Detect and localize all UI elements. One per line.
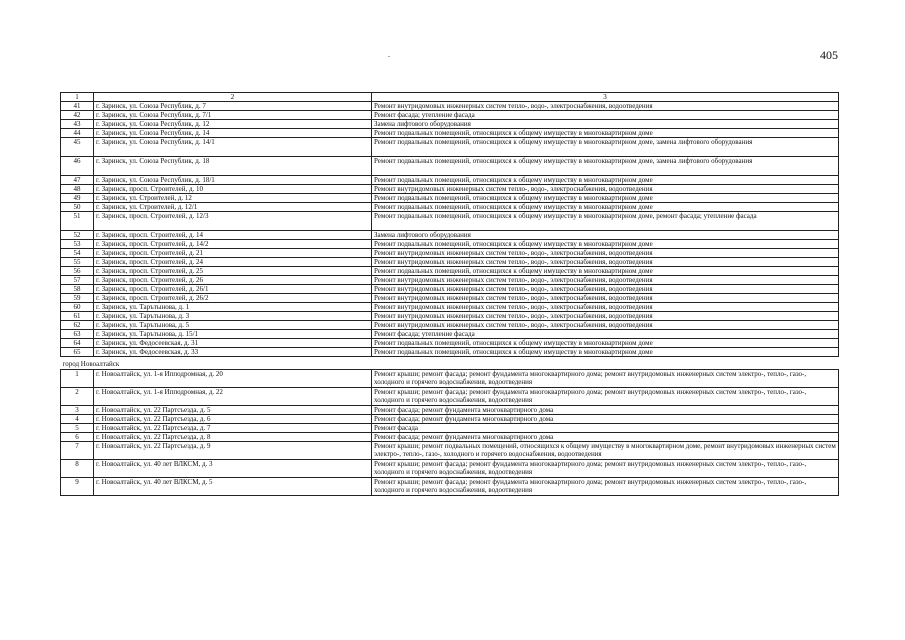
work-type-cell: Ремонт подвальных помещений, относящихся к общему имуществу в многоквартирном доме — [372, 339, 839, 348]
row-number: 8 — [61, 460, 94, 478]
address-cell: г. Новоалтайск, ул. 22 Партсъезда, д. 6 — [94, 415, 372, 424]
address-cell: г. Заринск, ул. Союза Республик, д. 7/1 — [94, 111, 372, 120]
work-type-cell: Ремонт внутридомовых инженерных систем тепло-, водо-, электроснабжения, водоотведения — [372, 102, 839, 111]
row-number: 48 — [61, 185, 94, 194]
address-cell: г. Заринск, ул. Федосеевская, д. 33 — [94, 348, 372, 357]
table-row — [61, 478, 839, 496]
work-type-cell: Ремонт фасада; ремонт фундамента многоквартирного дома — [372, 433, 839, 442]
row-number: 6 — [61, 433, 94, 442]
address-cell: г. Заринск, ул. Тарътынова, д. 5 — [94, 321, 372, 330]
work-type-cell: Ремонт крыши; ремонт фасада; ремонт фундамента многоквартирного дома; ремонт внутридомовых инженерных систем электро-, тепло-, газо-, холодного и горячего водоснабжения, водоотведения — [372, 478, 839, 496]
work-type-cell: Ремонт подвальных помещений, относящихся к общему имуществу в многоквартирном доме, замена лифтового оборудования — [372, 157, 839, 176]
table-row — [61, 312, 839, 321]
row-number: 2 — [61, 388, 94, 406]
table-row — [61, 194, 839, 203]
work-type-cell: Ремонт фасада — [372, 424, 839, 433]
address-cell: г. Заринск, ул. Союза Республик, д. 18 — [94, 157, 372, 176]
work-type-cell: Ремонт внутридомовых инженерных систем тепло-, водо-, электроснабжения, водоотведения — [372, 185, 839, 194]
row-number: 62 — [61, 321, 94, 330]
row-number: 54 — [61, 249, 94, 258]
work-type-cell: Ремонт крыши; ремонт подвальных помещений, относящихся к общему имуществу в многоквартирном доме, ремонт внутридомовых инженерных систем электро-, тепло-, газо-, холодного и горячего водоснабжения, водоотведения — [372, 442, 839, 460]
address-cell: г. Новоалтайск, ул. 22 Партсъезда, д. 7 — [94, 424, 372, 433]
table-row — [61, 176, 839, 185]
address-cell: г. Заринск, просп. Строителей, д. 26 — [94, 276, 372, 285]
table-row — [61, 157, 839, 176]
work-type-cell: Ремонт внутридомовых инженерных систем тепло-, водо-, электроснабжения, водоотведения — [372, 276, 839, 285]
row-number: 3 — [61, 406, 94, 415]
address-cell: г. Заринск, ул. Тарътынова, д. 3 — [94, 312, 372, 321]
row-number: 46 — [61, 157, 94, 176]
address-cell: г. Новоалтайск, ул. 22 Партсъезда, д. 9 — [94, 442, 372, 460]
table-row — [61, 321, 839, 330]
row-number: 65 — [61, 348, 94, 357]
table-row — [61, 276, 839, 285]
table-row — [61, 294, 839, 303]
work-type-cell: Ремонт внутридомовых инженерных систем тепло-, водо-, электроснабжения, водоотведения — [372, 312, 839, 321]
work-type-cell: Ремонт фасада; ремонт фундамента многоквартирного дома — [372, 406, 839, 415]
address-cell: г. Заринск, ул. Союза Республик, д. 14/1 — [94, 138, 372, 157]
work-type-cell: Замена лифтового оборудования — [372, 231, 839, 240]
table-row — [61, 120, 839, 129]
row-number: 50 — [61, 203, 94, 212]
address-cell: г. Заринск, ул. Союза Республик, д. 12 — [94, 120, 372, 129]
work-type-cell: Ремонт подвальных помещений, относящихся к общему имуществу в многоквартирном доме — [372, 240, 839, 249]
row-number: 7 — [61, 442, 94, 460]
table-row — [61, 240, 839, 249]
table-row — [61, 111, 839, 120]
address-cell: г. Заринск, ул. Федосеевская, д. 31 — [94, 339, 372, 348]
address-cell: г. Новоалтайск, ул. 1-я Ипподромная, д. 22 — [94, 388, 372, 406]
address-cell: г. Новоалтайск, ул. 1-я Ипподромная, д. 20 — [94, 370, 372, 388]
address-cell: г. Заринск, просп. Строителей, д. 24 — [94, 258, 372, 267]
stray-dot: . — [388, 50, 390, 59]
table-row — [61, 267, 839, 276]
row-number: 5 — [61, 424, 94, 433]
table-row — [61, 249, 839, 258]
header-cell-2: 2 — [94, 93, 372, 102]
table-row — [61, 388, 839, 406]
address-cell: г. Заринск, просп. Строителей, д. 21 — [94, 249, 372, 258]
header-cell-3: 3 — [372, 93, 839, 102]
work-type-cell: Ремонт подвальных помещений, относящихся к общему имуществу в многоквартирном доме, замена лифтового оборудования — [372, 138, 839, 157]
work-type-cell: Ремонт внутридомовых инженерных систем тепло-, водо-, электроснабжения, водоотведения — [372, 321, 839, 330]
address-cell: г. Заринск, ул. Союза Республик, д. 14 — [94, 129, 372, 138]
work-type-cell: Ремонт внутридомовых инженерных систем тепло-, водо-, электроснабжения, водоотведения — [372, 258, 839, 267]
header-row — [61, 93, 839, 102]
address-cell: г. Заринск, просп. Строителей, д. 26/1 — [94, 285, 372, 294]
table-row — [61, 339, 839, 348]
work-type-cell: Ремонт подвальных помещений, относящихся к общему имуществу в многоквартирном доме, ремонт фасада; утепление фасада — [372, 212, 839, 231]
table-row — [61, 185, 839, 194]
address-cell: г. Заринск, просп. Строителей, д. 12/3 — [94, 212, 372, 231]
address-cell: г. Заринск, ул. Строителей, д. 12/1 — [94, 203, 372, 212]
address-cell: г. Новоалтайск, ул. 40 лет ВЛКСМ, д. 5 — [94, 478, 372, 496]
table-row — [61, 303, 839, 312]
row-number: 55 — [61, 258, 94, 267]
row-number: 1 — [61, 370, 94, 388]
address-cell: г. Заринск, ул. Тарътынова, д. 15/1 — [94, 330, 372, 339]
repair-table — [60, 92, 839, 496]
work-type-cell: Ремонт фасада; утепление фасада — [372, 111, 839, 120]
table-row — [61, 285, 839, 294]
work-type-cell: Ремонт фасада; утепление фасада — [372, 330, 839, 339]
table-row — [61, 415, 839, 424]
row-number: 53 — [61, 240, 94, 249]
work-type-cell: Ремонт подвальных помещений, относящихся к общему имуществу в многоквартирном доме — [372, 203, 839, 212]
header-cell-1: 1 — [61, 93, 94, 102]
address-cell: г. Заринск, ул. Союза Республик, д. 7 — [94, 102, 372, 111]
address-cell: г. Заринск, просп. Строителей, д. 25 — [94, 267, 372, 276]
work-type-cell: Ремонт подвальных помещений, относящихся к общему имуществу в многоквартирном доме — [372, 194, 839, 203]
row-number: 4 — [61, 415, 94, 424]
table-row — [61, 203, 839, 212]
row-number: 58 — [61, 285, 94, 294]
work-type-cell: Ремонт внутридомовых инженерных систем тепло-, водо-, электроснабжения, водоотведения — [372, 285, 839, 294]
table-row — [61, 129, 839, 138]
work-type-cell: Ремонт внутридомовых инженерных систем тепло-, водо-, электроснабжения, водоотведения — [372, 294, 839, 303]
work-type-cell: Ремонт подвальных помещений, относящихся к общему имуществу в многоквартирном доме — [372, 129, 839, 138]
row-number: 42 — [61, 111, 94, 120]
table-row — [61, 370, 839, 388]
row-number: 52 — [61, 231, 94, 240]
row-number: 44 — [61, 129, 94, 138]
row-number: 9 — [61, 478, 94, 496]
row-number: 60 — [61, 303, 94, 312]
address-cell: г. Заринск, ул. Тарътынова, д. 1 — [94, 303, 372, 312]
table-row — [61, 212, 839, 231]
table-row — [61, 406, 839, 415]
address-cell: г. Заринск, просп. Строителей, д. 14/2 — [94, 240, 372, 249]
address-cell: г. Новоалтайск, ул. 22 Партсъезда, д. 8 — [94, 433, 372, 442]
row-number: 49 — [61, 194, 94, 203]
row-number: 63 — [61, 330, 94, 339]
row-number: 45 — [61, 138, 94, 157]
table-row — [61, 424, 839, 433]
table-row — [61, 348, 839, 357]
row-number: 57 — [61, 276, 94, 285]
table-row — [61, 330, 839, 339]
work-type-cell: Ремонт подвальных помещений, относящихся к общему имуществу в многоквартирном доме — [372, 267, 839, 276]
table-row — [61, 442, 839, 460]
row-number: 47 — [61, 176, 94, 185]
table-row — [61, 138, 839, 157]
address-cell: г. Заринск, просп. Строителей, д. 14 — [94, 231, 372, 240]
work-type-cell: Ремонт фасада; ремонт фундамента многоквартирного дома — [372, 415, 839, 424]
table-row — [61, 231, 839, 240]
work-type-cell: Ремонт внутридомовых инженерных систем тепло-, водо-, электроснабжения, водоотведения — [372, 249, 839, 258]
address-cell: г. Заринск, просп. Строителей, д. 26/2 — [94, 294, 372, 303]
row-number: 41 — [61, 102, 94, 111]
address-cell: г. Заринск, просп. Строителей, д. 10 — [94, 185, 372, 194]
row-number: 51 — [61, 212, 94, 231]
row-number: 64 — [61, 339, 94, 348]
row-number: 61 — [61, 312, 94, 321]
table-row — [61, 433, 839, 442]
section-row — [61, 357, 839, 370]
row-number: 59 — [61, 294, 94, 303]
row-number: 56 — [61, 267, 94, 276]
address-cell: г. Новоалтайск, ул. 22 Партсъезда, д. 5 — [94, 406, 372, 415]
row-number: 43 — [61, 120, 94, 129]
work-type-cell: Ремонт внутридомовых инженерных систем тепло-, водо-, электроснабжения, водоотведения — [372, 303, 839, 312]
table-row — [61, 460, 839, 478]
work-type-cell: Ремонт подвальных помещений, относящихся к общему имуществу в многоквартирном доме — [372, 176, 839, 185]
address-cell: г. Заринск, ул. Строителей, д. 12 — [94, 194, 372, 203]
address-cell: г. Заринск, ул. Союза Республик, д. 18/1 — [94, 176, 372, 185]
work-type-cell: Замена лифтового оборудования — [372, 120, 839, 129]
work-type-cell: Ремонт крыши; ремонт фасада; ремонт фундамента многоквартирного дома; ремонт внутридомовых инженерных систем электро-, тепло-, газо-, холодного и горячего водоснабжения, водоотведения — [372, 388, 839, 406]
section-title: город Новоалтайск — [61, 357, 839, 370]
work-type-cell: Ремонт крыши; ремонт фасада; ремонт фундамента многоквартирного дома; ремонт внутридомовых инженерных систем электро-, тепло-, газо-, холодного и горячего водоснабжения, водоотведения — [372, 460, 839, 478]
work-type-cell: Ремонт крыши; ремонт фасада; ремонт фундамента многоквартирного дома; ремонт внутридомовых инженерных систем электро-, тепло-, газо-, холодного и горячего водоснабжения, водоотведения — [372, 370, 839, 388]
address-cell: г. Новоалтайск, ул. 40 лет ВЛКСМ, д. 3 — [94, 460, 372, 478]
table-row — [61, 258, 839, 267]
work-type-cell: Ремонт подвальных помещений, относящихся к общему имуществу в многоквартирном доме — [372, 348, 839, 357]
page-number: 405 — [820, 48, 838, 62]
table-row — [61, 102, 839, 111]
